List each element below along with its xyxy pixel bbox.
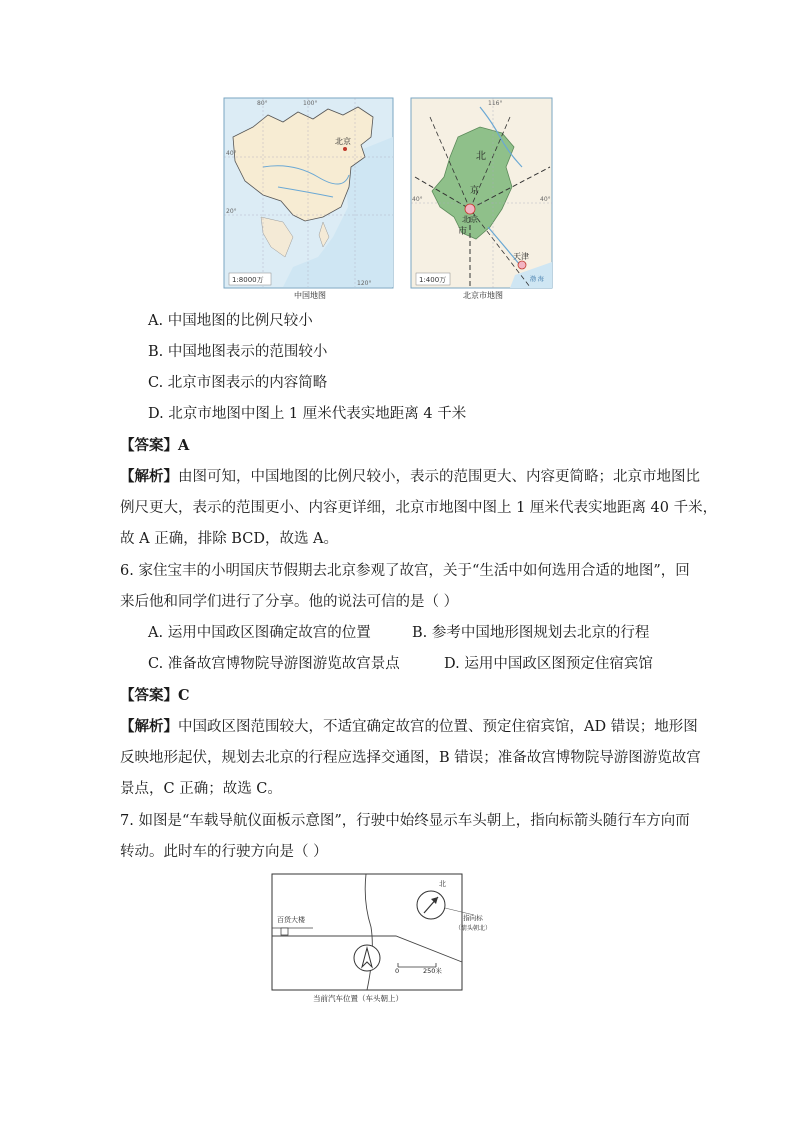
scale-label: 1:400万: [419, 276, 447, 284]
map-char: 京: [470, 186, 480, 196]
tianjin-label: 天津: [513, 252, 529, 261]
nav-caption: 当前汽车位置（车头朝上）: [313, 994, 403, 1003]
lon-label: 120°: [357, 280, 372, 287]
lat-label: 40°: [226, 150, 237, 157]
q5-option-b: B. 中国地图表示的范围较小: [148, 344, 328, 360]
north-label: 北: [439, 880, 446, 888]
nav-panel-diagram: [271, 872, 493, 994]
q6-option-d: D. 运用中国政区图预定住宿宾馆: [444, 656, 653, 672]
scale-label: 1:8000万: [232, 276, 264, 284]
sea-label: 渤 海: [530, 276, 544, 283]
q5-option-a: A. 中国地图的比例尺较小: [148, 313, 313, 329]
scale-zero: 0: [395, 967, 400, 975]
q7-stem: 7. 如图是“车载导航仪面板示意图”，行驶中始终显示车头朝上，指向标箭头随行车方向而: [120, 813, 690, 829]
q5-analysis-line: 例尺更大，表示的范围更小、内容更详细，北京市地图中图上 1 厘米代表实地距离 40 千米，: [120, 500, 718, 516]
q7-stem: 转动。此时车的行驶方向是（ ）: [120, 844, 328, 860]
q5-analysis-line: 故 A 正确，排除 BCD，故选 A。: [120, 531, 339, 547]
pointer-label: 指向标: [463, 914, 483, 922]
q5-option-c: C. 北京市图表示的内容简略: [148, 375, 328, 391]
map-char: 北: [476, 151, 486, 162]
beijing-map-caption: 北京市地图: [463, 291, 503, 300]
q6-analysis-line: [120, 717, 698, 737]
q6-analysis-line: 景点，C 正确；故选 C。: [120, 781, 282, 797]
analysis-label: 【解析】: [120, 718, 178, 735]
q6-answer: 【答案】C: [120, 687, 190, 704]
analysis-label: 【解析】: [120, 468, 178, 485]
q5-analysis-line: [120, 467, 700, 487]
analysis-text: 由图可知，中国地图的比例尺较小，表示的范围更大、内容更简略；北京市地图比: [178, 469, 700, 485]
q6-stem: 6. 家住宝丰的小明国庆节假期去北京参观了故宫，关于“生活中如何选用合适的地图”，回: [120, 563, 690, 579]
q6-analysis-line: 反映地形起伏，规划去北京的行程应选择交通图，B 错误；准备故宫博物院导游图游览故宫: [120, 750, 701, 766]
analysis-text: 中国政区图范围较大，不适宜确定故宫的位置、预定住宿宾馆，AD 错误；地形图: [178, 719, 698, 735]
beijing-map: [410, 97, 553, 291]
lon-label: 80°: [257, 100, 268, 107]
lat-label: 40°: [412, 196, 423, 203]
q6-option-a: A. 运用中国政区图确定故宫的位置: [148, 625, 371, 641]
lat-label: 40°: [540, 196, 551, 203]
pointer-note: （箭头朝北）: [454, 925, 492, 932]
building-icon: [281, 928, 288, 935]
q6-option-b: B. 参考中国地形图规划去北京的行程: [412, 625, 650, 641]
china-map: [223, 97, 394, 291]
map-char: 市: [458, 227, 468, 237]
beijing-label: 北京: [335, 137, 351, 146]
lon-label: 100°: [303, 100, 318, 107]
lat-label: 20°: [226, 208, 237, 215]
lon-label: 116°: [488, 100, 503, 107]
beijing-city-label: 北京: [462, 215, 478, 224]
building-label: 百货大楼: [277, 916, 305, 924]
q6-option-c: C. 准备故宫博物院导游图游览故宫景点: [148, 656, 400, 672]
scale-value: 250米: [423, 967, 442, 975]
china-map-caption: 中国地图: [294, 291, 326, 300]
q5-answer: 【答案】A: [120, 437, 190, 454]
q6-stem: 来后他和同学们进行了分享。他的说法可信的是（ ）: [120, 594, 459, 610]
q5-option-d: D. 北京市地图中图上 1 厘米代表实地距离 4 千米: [148, 406, 467, 422]
